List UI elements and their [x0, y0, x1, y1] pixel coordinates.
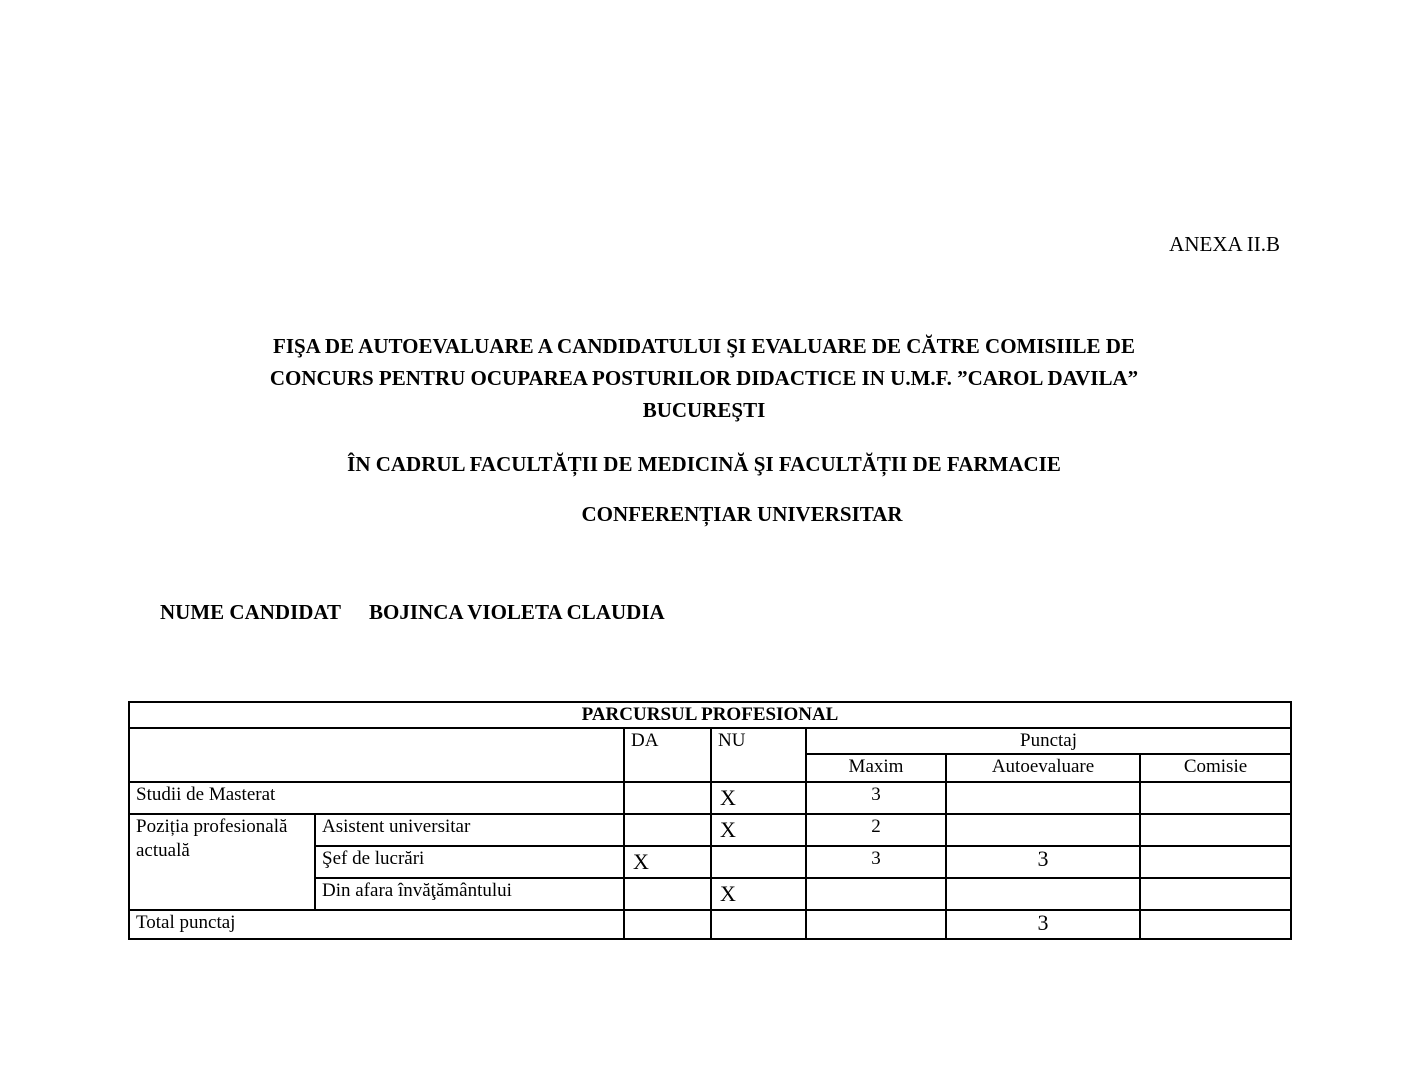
cell-da [624, 878, 711, 910]
table-heading: PARCURSUL PROFESIONAL [129, 702, 1291, 728]
position-title: CONFERENȚIAR UNIVERSITAR [581, 502, 903, 526]
cell-autoevaluare [946, 782, 1140, 814]
candidate-name: BOJINCA VIOLETA CLAUDIA [369, 600, 665, 624]
cell-da [624, 814, 711, 846]
table-row [129, 782, 1291, 814]
cell-comisie [1140, 782, 1291, 814]
cell-nu: X [711, 878, 806, 910]
header-da: DA [624, 728, 711, 782]
candidate-label: NUME CANDIDAT [160, 600, 342, 624]
title-line: FIŞA DE AUTOEVALUARE A CANDIDATULUI ŞI EVALUARE DE CĂTRE COMISIILE DE [273, 334, 1135, 358]
cell-da [624, 910, 711, 939]
cell-comisie [1140, 846, 1291, 878]
annex-label: ANEXA II.B [1169, 232, 1280, 256]
header-autoevaluare: Autoevaluare [946, 754, 1140, 782]
cell-maxim [806, 910, 946, 939]
cell-autoevaluare: 3 [946, 846, 1140, 878]
document-subtitle: ÎN CADRUL FACULTĂȚII DE MEDICINĂ ŞI FACULTĂȚII DE FARMACIE [347, 452, 1061, 476]
header-comisie: Comisie [1140, 754, 1291, 782]
empty-header [129, 728, 624, 782]
cell-da: X [624, 846, 711, 878]
cell-maxim: 2 [806, 814, 946, 846]
row-label: Din afara învăţământului [315, 878, 624, 910]
title-line: BUCUREŞTI [642, 398, 766, 422]
cell-comisie [1140, 910, 1291, 939]
document-title [0, 330, 1408, 426]
candidate-line [160, 600, 693, 625]
cell-comisie [1140, 878, 1291, 910]
cell-nu: X [711, 814, 806, 846]
row-label: Şef de lucrări [315, 846, 624, 878]
cell-nu: X [711, 782, 806, 814]
header-punctaj: Punctaj [806, 728, 1291, 754]
cell-maxim [806, 878, 946, 910]
cell-nu [711, 910, 806, 939]
cell-da [624, 782, 711, 814]
row-label: Studii de Masterat [129, 782, 624, 814]
cell-comisie [1140, 814, 1291, 846]
cell-autoevaluare [946, 878, 1140, 910]
table-row [129, 814, 1291, 846]
header-nu: NU [711, 728, 806, 782]
cell-autoevaluare [946, 814, 1140, 846]
title-line: CONCURS PENTRU OCUPAREA POSTURILOR DIDACTICE IN U.M.F. ”CAROL DAVILA” [269, 366, 1139, 390]
group-label: Poziția profesională actuală [129, 814, 315, 910]
cell-maxim: 3 [806, 846, 946, 878]
total-row [129, 910, 1291, 939]
header-maxim: Maxim [806, 754, 946, 782]
total-autoevaluare: 3 [946, 910, 1140, 939]
row-label: Asistent universitar [315, 814, 624, 846]
total-label: Total punctaj [129, 910, 624, 939]
cell-nu [711, 846, 806, 878]
evaluation-table [128, 701, 1292, 940]
cell-maxim: 3 [806, 782, 946, 814]
